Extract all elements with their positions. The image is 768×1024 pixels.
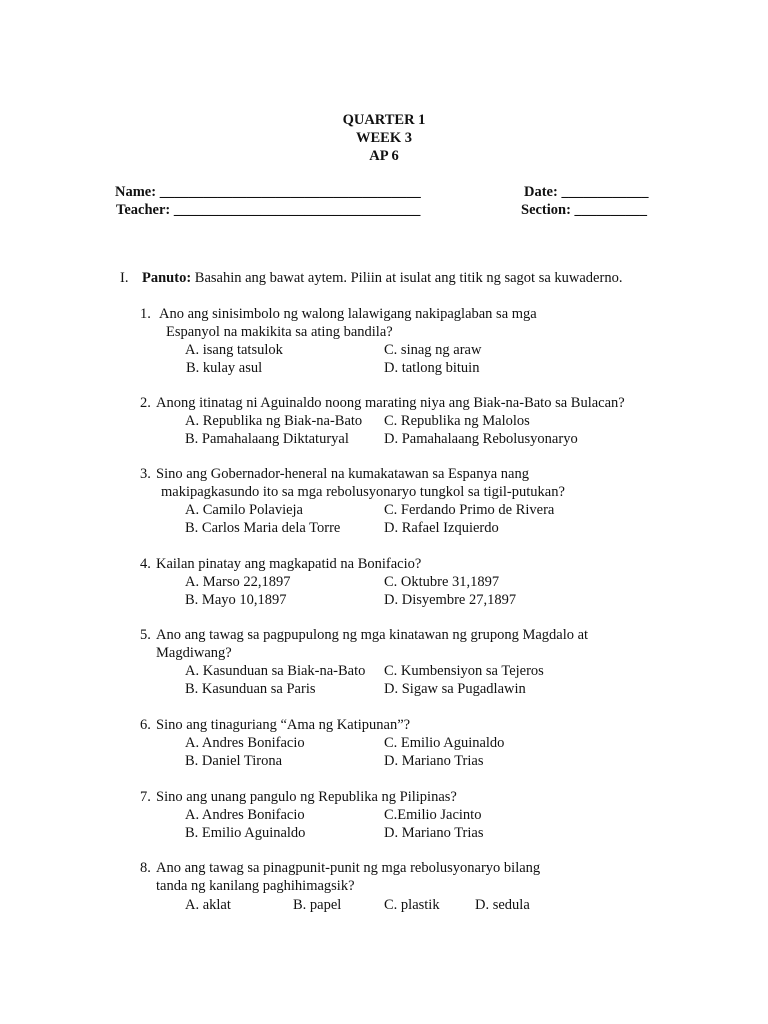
- choice-b: B. Pamahalaang Diktaturyal: [185, 431, 349, 447]
- choice-c: C. sinag ng araw: [384, 342, 482, 358]
- instructions-text: Basahin ang bawat aytem. Piliin at isulat ang titik ng sagot sa kuwaderno.: [191, 270, 623, 286]
- question-text: Ano ang sinisimbolo ng walong lalawigang nakipaglaban sa mga: [159, 306, 537, 322]
- choice-c: C. plastik: [384, 897, 440, 913]
- choice-d: D. sedula: [475, 897, 530, 913]
- choice-d: D. Mariano Trias: [384, 753, 484, 769]
- choice-d: D. Mariano Trias: [384, 825, 484, 841]
- choice-d: D. Pamahalaang Rebolusyonaryo: [384, 431, 578, 447]
- subject-heading: AP 6: [369, 148, 399, 164]
- choice-a: A. Kasunduan sa Biak-na-Bato: [185, 663, 366, 679]
- instructions-label: Panuto:: [142, 270, 192, 286]
- instructions: [142, 269, 622, 287]
- choice-c: C. Oktubre 31,1897: [384, 574, 500, 590]
- choice-c: C. Emilio Aguinaldo: [384, 735, 505, 751]
- question-number: 6.: [140, 717, 151, 733]
- question-number: 4.: [140, 556, 151, 572]
- choice-d: D. Sigaw sa Pugadlawin: [384, 681, 526, 697]
- question-number: 2.: [140, 395, 151, 411]
- choice-b: B. papel: [293, 897, 342, 913]
- choice-a: A. Marso 22,1897: [185, 574, 291, 590]
- choice-d: D. Rafael Izquierdo: [384, 520, 499, 536]
- section-numeral: I.: [120, 270, 129, 286]
- question-text: Sino ang tinaguriang “Ama ng Katipunan”?: [156, 717, 411, 733]
- question-number: 3.: [140, 466, 151, 482]
- section-field: Section: __________: [521, 202, 648, 218]
- teacher-field: Teacher: __________________________________: [116, 202, 421, 218]
- question-text: Sino ang Gobernador-heneral na kumakatawan sa Espanya nang: [156, 466, 529, 482]
- question-text: Ano ang tawag sa pinagpunit-punit ng mga rebolusyonaryo bilang: [156, 860, 541, 876]
- question-text-continued: Magdiwang?: [156, 645, 232, 661]
- question-text: Sino ang unang pangulo ng Republika ng Pilipinas?: [156, 789, 457, 805]
- question-number: 7.: [140, 789, 151, 805]
- choice-a: A. Andres Bonifacio: [185, 807, 305, 823]
- week-heading: WEEK 3: [356, 130, 412, 146]
- choice-a: A. aklat: [185, 897, 231, 913]
- choice-a: A. Camilo Polavieja: [185, 502, 303, 518]
- choice-c: C.Emilio Jacinto: [384, 807, 482, 823]
- choice-c: C. Kumbensiyon sa Tejeros: [384, 663, 544, 679]
- choice-b: B. Carlos Maria dela Torre: [185, 520, 341, 536]
- choice-b: B. Mayo 10,1897: [185, 592, 287, 608]
- choice-d: D. tatlong bituin: [384, 360, 480, 376]
- choice-a: A. Republika ng Biak-na-Bato: [185, 413, 363, 429]
- choice-d: D. Disyembre 27,1897: [384, 592, 517, 608]
- question-text: Kailan pinatay ang magkapatid na Bonifacio?: [156, 556, 422, 572]
- choice-b: B. Kasunduan sa Paris: [185, 681, 316, 697]
- question-text-continued: Espanyol na makikita sa ating bandila?: [166, 324, 393, 340]
- question-text: Ano ang tawag sa pagpupulong ng mga kinatawan ng grupong Magdalo at: [156, 627, 589, 643]
- quarter-heading: QUARTER 1: [342, 112, 426, 128]
- question-number: 1.: [140, 306, 151, 322]
- choice-b: B. Emilio Aguinaldo: [185, 825, 306, 841]
- choice-c: C. Ferdando Primo de Rivera: [384, 502, 555, 518]
- question-number: 8.: [140, 860, 151, 876]
- name-field: Name: ____________________________________: [115, 184, 421, 200]
- question-number: 5.: [140, 627, 151, 643]
- choice-a: A. Andres Bonifacio: [185, 735, 305, 751]
- question-text: Anong itinatag ni Aguinaldo noong marating niya ang Biak-na-Bato sa Bulacan?: [156, 395, 625, 411]
- choice-b: B. Daniel Tirona: [185, 753, 283, 769]
- question-text-continued: makipagkasundo ito sa mga rebolusyonaryo tungkol sa tigil-putukan?: [161, 484, 565, 500]
- choice-a: A. isang tatsulok: [185, 342, 283, 358]
- choice-b: B. kulay asul: [186, 360, 263, 376]
- question-text-continued: tanda ng kanilang paghihimagsik?: [156, 878, 355, 894]
- choice-c: C. Republika ng Malolos: [384, 413, 530, 429]
- date-field: Date: ____________: [524, 184, 649, 200]
